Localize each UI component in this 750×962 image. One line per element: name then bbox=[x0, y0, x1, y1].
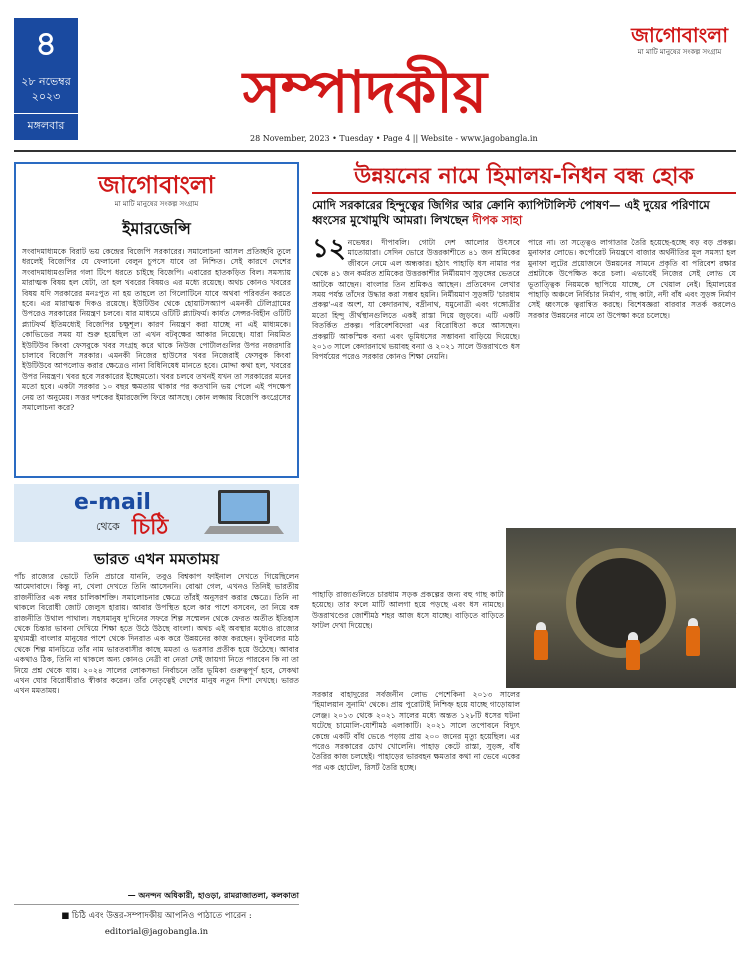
editorial-brand-logo bbox=[16, 172, 297, 210]
worker-figure bbox=[686, 624, 700, 656]
email-label: e-mail bbox=[74, 490, 151, 515]
helmet-figure bbox=[628, 632, 638, 640]
editorial-brand-name: জাগোবাংলা bbox=[98, 171, 215, 199]
letter-label: চিঠি bbox=[132, 514, 169, 540]
worker-figure bbox=[534, 628, 548, 660]
headline-underline bbox=[312, 192, 736, 194]
article-column-1-middle: পাহাড়ি রাজ্যগুলিতে চারধাম সড়ক প্রকল্পের জন্য বহু গাছ কাটা হয়েছে। তার ফলে মাটি আলগা হয়ে পড়ছে এবং ধস নামছে। উত্তরাখণ্ডের জোশীমঠ শহর আজ ধসে যাচ্ছে। বাড়িতে বাড়িতে ফাটল দেখা দিয়েছে। bbox=[312, 590, 504, 631]
article-headline: উন্নয়নের নামে হিমালয়-নিধন বন্ধ হোক bbox=[354, 164, 694, 189]
section-masthead: সম্পাদকীয় bbox=[242, 58, 488, 126]
letter-signature: — অনন্দন অধিকারী, হাওড়া, রামরাজাতলা, কলকাতা bbox=[127, 890, 299, 900]
tunnel-rescue-photo bbox=[506, 528, 736, 688]
submission-note bbox=[14, 904, 299, 943]
article-column-1 bbox=[312, 234, 520, 363]
helmet-figure bbox=[536, 622, 546, 630]
article-standfirst bbox=[312, 198, 736, 228]
letter-title: ভারত এখন মমতাময় bbox=[93, 550, 220, 568]
editorial-brand-tagline: মা মাটি মানুষের সংকল্প সংগ্রাম bbox=[114, 200, 199, 208]
article-column-1-text: নভেম্বর। দীপাবলি। গোটা দেশ আলোর উৎসবে মাতোয়ারা। সেদিন ভোরে উত্তরকাশীতে ৪১ জন শ্রমিকের জীবনে নেমে এল অন্ধকার। হঠাৎ পাহাড়ি ধস নামার পর থেকে ৪১ জন কর্মরত শ্রমিকের উত্তরকাশীর নির্মীয়মাণ সুড়ঙ্গের ভেতরে আটকে আছেন। বাংলার তিন শ্রমিকও আছেন। প্রতিবেদন লেখার সময় পর্যন্ত তাঁদের উদ্ধার করা সম্ভব হয়নি। নির্মীয়মাণ সুড়ঙ্গটি 'চারধাম প্রকল্প'-এর অংশ, যা কেদারনাথ, বদ্রীনাথ, যমুনোত্রী এবং গঙ্গোত্রীর মতো হিন্দু তীর্থস্থানগুলিতে একই রাস্তা দিয়ে জুড়বে। এটি একটি বিতর্কিত প্রকল্প। পরিবেশবিদেরা এর বিরোধিতা করে আসছেন। প্রকল্পটি আকস্মিক বন্যা এবং ভূমিধসের সম্ভাবনা বাড়িয়ে দিয়েছে। ২০১৩ সালে কেদারনাথে ভয়াবহ বন্যা ও ২০২১ সালে উত্তরাখণ্ডে ধস বিপর্যয়ের পরেও সরকার কোনও শিক্ষা নেয়নি। bbox=[312, 238, 520, 362]
article-column-2: পারে না। তা সত্ত্বেও লাগাতার তৈরি হয়েছে-হচ্ছে বড় বড় প্রকল্প। মুনাফার লোভে। কর্পোরেট নিয়ন্ত্রণে বাজার অর্থনীতির মূল সমস্যা হল মুনাফা লুটের প্রয়োজনে উন্নয়নের সামনে প্রকৃতি বা পরিবেশ রক্ষার প্রশ্নটাকে উপেক্ষিত করে চলা। এভাবেই নিজের সেই লোভ যে ভূতাত্ত্বিক নিয়মকে ছাপিয়ে যাচ্ছে, সে খেয়াল নেই। হিমালয়ের পাহাড়ি অঞ্চলে নির্বিচার নির্মাণ, গাছ কাটা, নদী বাঁধ এবং সুড়ঙ্গ নির্মাণ সেই ধ্বংসকে ত্বরান্বিত করছে। বিশেষজ্ঞরা বারবার সতর্ক করলেও সরকার উন্নয়নের নামে তা উপেক্ষা করে চলেছে। bbox=[528, 238, 736, 320]
page-number: ৪ bbox=[34, 24, 58, 64]
date-box bbox=[14, 18, 78, 140]
from-label: থেকে bbox=[96, 520, 120, 533]
submission-email[interactable]: editorial@jagobangla.in bbox=[104, 927, 209, 937]
info-line: 28 November, 2023 • Tuesday • Page 4 || Website - www.jagobangla.in bbox=[250, 134, 538, 143]
article-column-1-lower: সরকার বাহাদুরের সর্বজনীন লোভ পেশেকিনা ২০১৩ সালের 'হিমালয়ান সুনামি' থেকে। প্রায় পুরোটাই নিশ্চিহ্ন হয়ে যাচ্ছে গাড়োয়াল লেঞ্জ। ২০১৩ থেকে ২০২১ সালের মধ্যে অন্তত ১২৮টি ধসের ঘটনা ঘটেছে চামোলি-যোশীমঠ এলাকাটি। ২০২১ সালে তপোবনে বিদ্যুৎ কেন্দ্রে একটি বাঁধ ভেঙে পড়ায় প্রায় ২০০ জনের মৃত্যু হয়েছিল। এর পরেও সরকারের চোখ খোলেনি। পাহাড় কেটে রাস্তা, সুড়ঙ্গ, বাঁধ তৈরির কাজ চলছেই। পাহাড়ের ভারবহন ক্ষমতার কথা না ভেবে একের পর এক হোটেল, রিসর্ট তৈরি হচ্ছে। bbox=[312, 690, 520, 772]
editorial-title: ইমারজেন্সি bbox=[122, 219, 191, 238]
issue-weekday: মঙ্গলবার bbox=[14, 113, 78, 136]
drop-cap: ১২ bbox=[312, 234, 346, 264]
article-author: দীপক সাহা bbox=[472, 213, 523, 227]
editorial-box bbox=[14, 162, 299, 478]
helmet-figure bbox=[688, 618, 698, 626]
editorial-body: সংবাদমাধ্যমকে বিরাট ভয় কেন্দ্রের বিজেপি সরকারের। সমালোচনা আসল প্রতিচ্ছবি তুলে ধরলেই বিজেপির যে ফেলানো বেলুন চুপসে যাবে তা নিশ্চিত। সেই কারণে দেশের সংবাদমাধ্যমগুলির গলা টিপে ধরতে চাইছে বিজেপি। এবারের হাতকড়িত বিল। সমস্যায় মারাত্মক বিষয় হল যেটা, তা হল খবরের বিষয়ও এর মধ্যে রয়েছে। অথচ কোনও খবরের বিষয় যদি সরকারের মনঃপুত না হয় তাহলে তা গিলোটিনে যাবে অথবা পরিবর্তন করতে হবে। এর মারাত্মক দিকও রয়েছে। ইউটিউব থেকে হোয়াটসঅ্যাপ এমনকী টেলিগ্রামের উপরেও সরকারের নিয়ন্ত্রণ চলবে। যার মাধ্যমে ওটিটি প্ল্যাটফর্ম। কার্যত সেন্সর-বিহীন ওটিটি প্ল্যাটফর্ম ইতিমধ্যেই বিজেপির চক্ষুশূল। কারণ নিয়ন্ত্রণ করা যাচ্ছে না এই মাধ্যমকে। কোভিডের সময় যা শুরু হয়েছিল তা এখন বটবৃক্ষের আকার নিয়েছে। যারা নিয়মিত ইউটিউব কিংবা ফেসবুকে খবর সংগ্রহ করে থাকে নিউজ পোর্টালগুলির উপর নজরদারি চালাবে বিজেপি সরকার। এমনকী নিজের হাউসের খবর নিজেরাই ফেসবুক কিংবা ইউটিউবে আপলোড করার ক্ষেত্রেও নানা বিধিনিষেধ মানতে হবে। মোদ্দা কথা হল, খবরের উপর নিয়ন্ত্রণ। খবর হবে সরকারের ইচ্ছেমতো। খবর চলবে তখনই যখন তা সরকারের মনের মতো হবে। একটা সরকার ১০ বছর ক্ষমতায় থাকার পর কতখানি ভয় পেলে এই পদক্ষেপ নেয় তা অনুমেয়। সত্তর দশকের ইমারজেন্সি ফিরে আসছে। কোন লজ্জায় বিজেপি কংগ্রেসের সমালোচনা করে? bbox=[22, 247, 291, 413]
brand-name: জাগোবাংলা bbox=[631, 23, 728, 47]
brand-tagline: মা মাটি মানুষের সংকল্প সংগ্রাম bbox=[637, 48, 722, 56]
standfirst-text: মোদি সরকারের হিন্দুত্বের জিগির আর ক্রোনি ক্যাপিটালিস্ট পোষণ— এই দুয়ের পরিণামে ধ্বংসের মুখোমুখি আমরা। লিখছেন bbox=[312, 198, 710, 227]
letter-body: পাঁচ রাজ্যের ভোটে তিনি প্রচারে যাননি, তবুও বিশ্বকাপ ফাইনাল দেখতে গিয়েছিলেন আমেদাবাদে। কিন্তু না, খেলা দেখতে তিনি আসেননি। বোঝা গেল, এখনও তিনিই ভারতীয় রাজনীতির এক নম্বর চালিকাশক্তি। সমালোচনার ক্ষেত্রে তাঁরই অনুসরণ করার ক্ষেত্রে। তিনি না থাকলে বিরোধী জোট জেলুস হারায়। আবার উপস্থিত হলে কার পাশে বসবেন, তা নিয়ে বঙ্গ রাজনীতি উথাল পাথাল। সহসমানুষ দু'দিনের সফরে শিল্প সম্মেলন থেকে ফেরত অতীত ইতিহাস থেকে চিন্তার ভাবনা দেখিয়ে শিক্ষা হতে উঠে উঠছে বাংলা। অথচ এই অবস্থার মধ্যেও রাজ্যের মুখ্যমন্ত্রী বাংলার মানুষের পাশে থেকে দিনরাত এক করে উন্নয়নের কাজ করছেন। ফুটবলের মাঠ থেকে শিল্প মানচিত্রে তাঁর নাম ভারতবাসীর কাছে মমতা ও ভরসার প্রতীক হয়ে উঠেছে। আবার একথাও ঠিক, তিনি না থাকলে অন্য কোনও নেত্রী বা নেতা সেই জায়গা নিতে পারবেন কি না তা নিয়ে প্রশ্ন থেকে যায়। ২০২৪ সালের লোকসভা নির্বাচনে তাঁর ভূমিকা গুরুত্বপূর্ণ হবে, সেকথা এখন ঘোর বিরোধীরাও স্বীকার করেন। তাঁর নেতৃত্বেই দেশের মানুষ নতুন দিশা দেখছে। ভারত এখন মমতাময়। bbox=[14, 572, 299, 696]
brand-logo bbox=[631, 24, 728, 58]
header-divider bbox=[14, 150, 736, 152]
worker-figure bbox=[626, 638, 640, 670]
issue-date: ২৮ নভেম্বর ২০২৩ bbox=[21, 75, 71, 103]
submission-note-text: ■ চিঠি এবং উত্তর-সম্পাদকীয় আপনিও পাঠাতে পারেন : bbox=[61, 911, 252, 921]
laptop-icon bbox=[204, 488, 284, 536]
tunnel-opening bbox=[566, 548, 676, 658]
email-letters-banner bbox=[14, 484, 299, 542]
